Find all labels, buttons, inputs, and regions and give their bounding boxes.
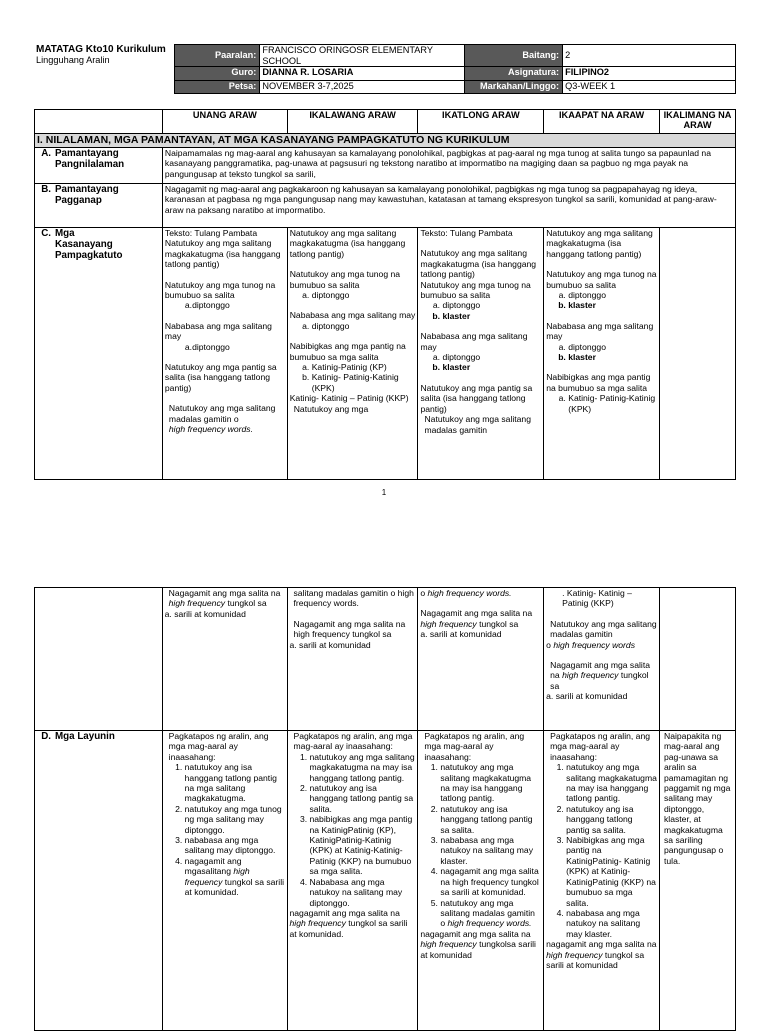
row-b <box>35 184 736 228</box>
list-item: b. klaster <box>568 300 657 310</box>
text-line: a. sarili at komunidad <box>546 691 628 702</box>
document-title: MATATAG Kto10 Kurikulum <box>36 43 166 55</box>
list-item: a. diptonggo <box>442 300 541 310</box>
text-line: Natutukoy ang mga pantig sa salita (isa hanggang tatlong pantig) <box>420 382 533 414</box>
text-line: Pagkatapos ng aralin, ang mga mag-aaral ay inaasahang: <box>424 731 525 762</box>
text-line: Nagagamit ang mga salita na <box>168 588 281 598</box>
asignatura-value: FILIPINO2 <box>563 67 736 81</box>
list-item: 1. natutukoy ang mga salitang magkakatugma na may isa hanggang tatlong pantig. <box>566 762 657 804</box>
page-number: 1 <box>381 488 387 497</box>
list-item: a. diptonggo <box>568 290 657 300</box>
petsa-label: Petsa: <box>175 81 260 94</box>
text-line: a.diptonggo <box>184 341 230 352</box>
row-b-label: Pamantayang Pagganap <box>55 184 119 206</box>
text-line: natutukoy ang mga salitang madalas gamitin o <box>440 897 535 929</box>
row-d-day2 <box>287 731 418 1031</box>
text-line: high frequency words. <box>168 424 253 435</box>
list-item: 2. natutukoy ang isa hanggang tatlong pantig sa salita. <box>310 783 416 814</box>
list-item: a. diptonggo <box>312 321 416 331</box>
text-line: high frequency <box>546 949 603 960</box>
text-line: Natutukoy ang mga tunog na bumubuo sa salita <box>289 269 401 290</box>
text-line: tungkolsa sarili at komunidad <box>420 939 536 960</box>
text-line: high frequency <box>420 939 477 950</box>
markahan-value: Q3-WEEK 1 <box>563 81 736 94</box>
row-a-label: Pamantayang Pangnilalaman <box>55 148 125 170</box>
row-d-day1 <box>162 731 287 1031</box>
text-line: Natutukoy ang mga salitang madalas gamitin <box>424 414 531 435</box>
header-title-cell <box>34 45 175 94</box>
baitang-label: Baitang: <box>465 45 563 67</box>
asignatura-label: Asignatura: <box>465 67 563 81</box>
text-line: Natutukoy ang mga salitang magkakatugma (isa hanggang tatlong pantig) <box>164 238 281 270</box>
text-line: a. sarili at komunidad <box>289 639 371 650</box>
row-c-day1 <box>162 228 287 480</box>
text-line: . Katinig- Katinig – Patinig (KKP) <box>562 588 632 609</box>
list-item: 2. natutukoy ang isa hanggang tatlong pantig sa salita. <box>440 804 541 835</box>
list-item: 1. natutukoy ang mga salitang magkakatugma na may isa hanggang tatlong pantig. <box>310 752 416 783</box>
text-line: o <box>546 639 551 650</box>
row-c <box>35 228 736 480</box>
row-a <box>35 148 736 184</box>
guro-label: Guro: <box>175 67 260 81</box>
row-c-label: Mga Kasanayang Pampagkatuto <box>55 228 123 261</box>
list-item: 3. nababasa ang mga salitang may diptonggo. <box>185 835 285 856</box>
list-item: b. Katinig- Patinig-Katinig (KPK) <box>312 372 416 393</box>
row-c-day2 <box>287 228 418 480</box>
text-line: Natutukoy ang mga salitang magkakatugma (isa hanggang tatlong pantig) <box>546 228 653 259</box>
row-a-text: Naipamamalas ng mag-aaral ang kahusayan sa kamalayang ponolohikal, pagbigkas at pag-aaral ng mga tunog at salita tungo sa papaunlad na kasanayang panggramatika, pag-unawa at pagsusuri ng tekstong naratibo at impormatibo na magiging daan sa pagbuo ng mga payak na pangungusap at teksto tungkol sa sarili, <box>162 148 735 184</box>
row-d-day3 <box>418 731 544 1031</box>
text-line: high frequency words. <box>427 588 512 598</box>
row-c-letter: C. <box>41 228 51 239</box>
row-c-continued <box>35 588 736 731</box>
lesson-table-page2 <box>34 587 736 1031</box>
markahan-label: Markahan/Linggo: <box>465 81 563 94</box>
list-item: b. klaster <box>442 362 541 372</box>
text-line: high frequency words <box>553 639 635 650</box>
text-line: a. sarili at komunidad <box>164 608 246 619</box>
list-item: 4. nababasa ang mga natukoy na salitang may klaster. <box>566 908 657 939</box>
day-2-header: IKALAWANG ARAW <box>287 110 418 134</box>
list-item: 3. nabibigkas ang mga pantig na KatinigPatinig (KP), KatinigPatinig-Katinig (KPK) at Katinig-Katinig-Patinig (KKP) na bumubuo sa mga salita. <box>310 814 416 876</box>
text-line: Natutukoy ang mga salitang madalas gamitin o <box>168 403 276 424</box>
text-line: Pagkatapos ng aralin, ang mga mag-aaral ay inaasahang: <box>550 731 650 762</box>
text-line: Natutukoy ang mga tunog na bumubuo sa salita <box>546 269 657 290</box>
text-line: Natutukoy ang mga <box>293 403 369 414</box>
day-3-header: IKATLONG ARAW <box>418 110 544 134</box>
list-item <box>440 898 541 929</box>
row-d <box>35 731 736 1031</box>
text-line: high frequency <box>562 670 619 681</box>
text-line: Nababasa ang mga salitang may <box>289 310 416 321</box>
list-item: 4. Nababasa ang mga natukoy na salitang may diptonggo. <box>310 877 416 908</box>
text-line: high frequency <box>184 866 250 887</box>
list-item <box>185 856 285 898</box>
list-item: 3. Nabibigkas ang mga pantig na KatinigPatinig- Katinig (KPK) at Katinig-KatinigPatinig (KKP) na bumubuo sa mga salita. <box>566 835 657 908</box>
lesson-table-page1 <box>34 109 736 480</box>
text-line: tungkol sa <box>227 598 267 609</box>
baitang-value: 2 <box>563 45 736 67</box>
text-line: a.diptonggo <box>184 300 230 311</box>
paaralan-label: Paaralan: <box>175 45 260 67</box>
text-line: Natutukoy ang mga salitang madalas gamitin <box>550 618 657 640</box>
row-b-letter: B. <box>41 184 51 195</box>
text-line: Teksto: Tulang Pambata <box>420 228 513 238</box>
day-header-row <box>35 110 736 134</box>
text-line: tungkol sa sarili at komunidad. <box>289 918 408 939</box>
text-line: o <box>420 588 426 598</box>
list-item: b. klaster <box>568 352 657 362</box>
text-line: Natutukoy ang mga tunog na bumubuo sa salita <box>164 279 276 301</box>
list-item: 1. natutukoy ang isa hanggang tatlong pantig na mga salitang magkakatugma. <box>185 762 285 804</box>
text-line: Pagkatapos ng aralin, ang mga mag-aaral ay inaasahang: <box>168 731 269 762</box>
list-item: 2. natutukoy ang mga tunog ng mga salitang may diptonggo. <box>185 804 285 835</box>
text-line: Nagagamit ang mga salita na <box>550 660 650 681</box>
list-item: 3. nababasa ang mga natukoy na salitang may klaster. <box>440 835 541 866</box>
text-line: tungkol sa sarili at komunidad. <box>184 876 285 898</box>
text-line: Nagagamit ang mga salita na high frequency tungkol sa <box>293 618 406 640</box>
day-1-header: UNANG ARAW <box>162 110 287 134</box>
row-d-day4 <box>544 731 660 1031</box>
text-line: Natutukoy ang mga pantig sa salita (isa hanggang tatlong pantig) <box>164 362 277 393</box>
text-line: Nababasa ang mga salitang may <box>420 331 528 352</box>
row-d-label: Mga Layunin <box>55 731 115 742</box>
text-line: Nagagamit ang mga salita na <box>420 608 533 619</box>
text-line: nagagamit ang mga salita na <box>546 939 657 950</box>
list-item: 1. natutukoy ang mga salitang magkakatugma na may isa hanggang tatlong pantig. <box>440 762 541 804</box>
row-a-letter: A. <box>41 148 51 159</box>
row-b-text: Nagagamit ng mag-aaral ang pagkakaroon ng kahusayan sa kamalayang ponolohikal, pagbigkas ng mga tunog sa pagpapahayag ng ideya, karanasan at pagbasa ng mga pangungusap nang may kawastuhan, katatasan at tamang ekspresyon tungkol sa sarili, komunidad at pang-araw-araw na paksang naratibo at impormatibo. <box>162 184 735 228</box>
text-line: Nabibigkas ang mga pantig na bumubuo sa mga salita <box>546 372 651 393</box>
text-line: Natutukoy ang mga tunog na bumubuo sa salita <box>420 279 531 301</box>
text-line: tungkol sa sarili at komunidad <box>546 949 645 970</box>
text-line: Katinig- Katinig – Patinig (KKP) <box>289 393 409 404</box>
text-line: nagagamit ang mga salita na <box>289 907 400 918</box>
list-item: 2. natutukoy ang isa hanggang tatlong pantig sa salita. <box>566 804 657 835</box>
list-item: 4. nagagamit ang mga salita na high frequency tungkol sa sarili at komunidad. <box>440 866 541 897</box>
row-c-cont-day1 <box>162 588 287 731</box>
text-line: tungkol sa <box>479 618 519 629</box>
petsa-value: NOVEMBER 3-7,2025 <box>260 81 465 94</box>
text-line: Natutukoy ang mga salitang magkakatugma (isa hanggang tatlong pantig) <box>289 228 406 259</box>
row-c-day3 <box>418 228 544 480</box>
row-c-cont-day2 <box>287 588 418 731</box>
row-c-cont-day4 <box>544 588 660 731</box>
text-line: high frequency words. <box>447 918 532 929</box>
list-item: a. diptonggo <box>312 290 416 300</box>
list-item: a. diptonggo <box>568 342 657 352</box>
row-d-letter: D. <box>41 731 51 742</box>
row-d-day5 <box>660 731 736 1031</box>
text-line: Nababasa ang mga salitang may <box>546 320 654 342</box>
text-line: high frequency <box>168 598 226 609</box>
text-line: high frequency <box>420 618 477 629</box>
text-line: Naipapakita ng mag-aaral ang pag-unawa sa aralin sa pamamagitan ng paggamit ng mga salitang may diptonggo, klaster, at magkakatugma sa sariling pangungusap o tula. <box>664 731 731 866</box>
document-subtitle: Lingguhang Aralin <box>36 55 110 65</box>
header-table <box>34 44 736 94</box>
guro-value: DIANNA R. LOSARIA <box>260 67 465 81</box>
row-c-day4 <box>544 228 660 480</box>
day-4-header: IKAAPAT NA ARAW <box>544 110 660 134</box>
list-item: a. diptonggo <box>442 352 541 362</box>
text-line: Nabibigkas ang mga pantig na bumubuo sa mga salita <box>289 341 406 362</box>
list-item: a. Katinig- Patinig-Katinig (KPK) <box>568 393 657 414</box>
text-line: high frequency <box>289 918 346 929</box>
text-line: Natutukoy ang mga salitang magkakatugma (isa hanggang tatlong pantig) <box>420 248 537 280</box>
section-1-heading: I. NILALAMAN, MGA PAMANTAYAN, AT MGA KASANAYANG PAMPAGKATUTO NG KURIKULUM <box>35 134 736 148</box>
text-line: Teksto: Tulang Pambata <box>164 228 258 238</box>
list-item: b. klaster <box>442 311 541 321</box>
row-c-cont-day3 <box>418 588 544 731</box>
paaralan-value: FRANCISCO ORINGOSR ELEMENTARY SCHOOL <box>260 45 465 67</box>
list-item: a. Katinig-Patinig (KP) <box>312 362 416 372</box>
text-line: Nababasa ang mga salitang may <box>164 320 272 342</box>
day-5-header: IKALIMANG NA ARAW <box>660 110 736 134</box>
text-line: Pagkatapos ng aralin, ang mga mag-aaral ay inaasahang: <box>293 731 413 752</box>
text-line: nagagamit ang mgasalitang <box>184 855 242 877</box>
row-c-day5 <box>660 228 736 480</box>
text-line: nagagamit ang mga salita na <box>420 928 531 939</box>
text-line: a. sarili at komunidad <box>420 629 502 640</box>
text-line: salitang madalas gamitin o high frequency words. <box>293 588 414 609</box>
text-line: tungkol sa <box>550 670 649 691</box>
